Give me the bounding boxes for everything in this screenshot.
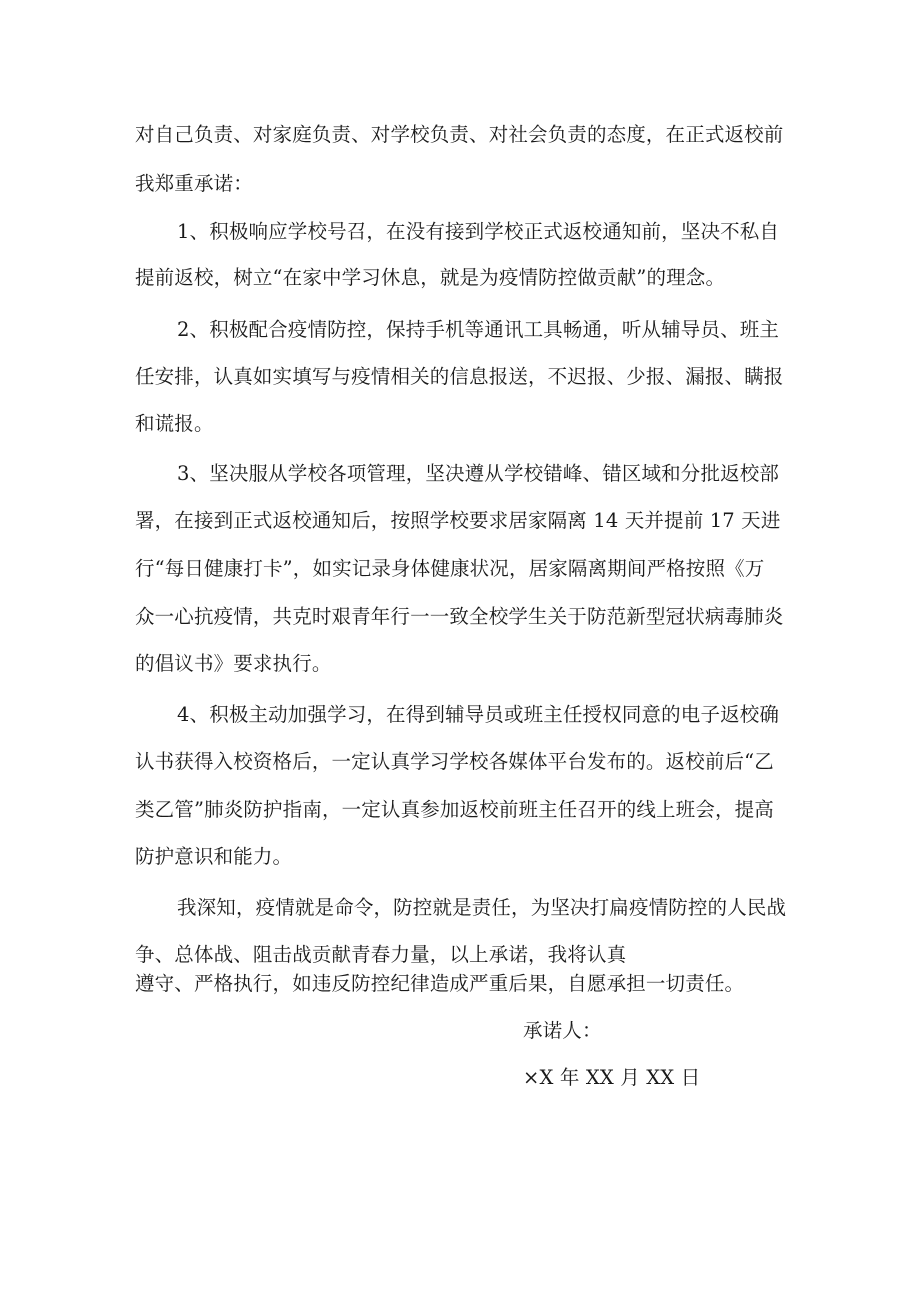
text-line: 防护意识和能力。 — [135, 845, 293, 868]
text-line: 提前返校，树立“在家中学习休息，就是为疫情防控做贡献”的理念。 — [135, 266, 726, 289]
text-line: 争、总体战、阻击战贡献青春力量，以上承诺，我将认真 — [135, 943, 627, 966]
text-line: 对自己负责、对家庭负责、对学校负责、对社会负责的态度，在正式返校前 — [135, 123, 784, 146]
text-line: 行“每日健康打卡”，如实记录身体健康状况，居家隔离期间严格按照《万 — [135, 557, 765, 580]
text-line: 任安排，认真如实填写与疫情相关的信息报送，不迟报、少报、漏报、瞒报 — [135, 365, 784, 388]
text-line: 认书获得入校资格后，一定认真学习学校各媒体平台发布的。返校前后“乙 — [135, 750, 774, 773]
text-line: 的倡议书》要求执行。 — [135, 652, 332, 675]
text-line: 和谎报。 — [135, 412, 214, 435]
text-line: 1、积极响应学校号召，在没有接到学校正式返校通知前，坚决不私自 — [177, 220, 780, 243]
signature-label: 承诺人： — [523, 1019, 602, 1042]
text-line: 3、坚决服从学校各项管理，坚决遵从学校错峰、错区域和分批返校部 — [177, 462, 780, 485]
text-line: 4、积极主动加强学习，在得到辅导员或班主任授权同意的电子返校确 — [177, 703, 780, 726]
text-line: 类乙管”肺炎防护指南，一定认真参加返校前班主任召开的线上班会，提高 — [135, 798, 774, 821]
text-line: 遵守、严格执行，如违反防控纪律造成严重后果，自愿承担一切责任。 — [135, 972, 745, 995]
text-line: 众一心抗疫情，共克时艰青年行一一致全校学生关于防范新型冠状病毒肺炎 — [135, 605, 784, 628]
signature-date: ×X 年 XX 月 XX 日 — [523, 1066, 701, 1089]
text-line: 署，在接到正式返校通知后，按照学校要求居家隔离 14 天并提前 17 天进 — [135, 509, 781, 532]
text-line: 我郑重承诺： — [135, 172, 253, 195]
text-line: 2、积极配合疫情防控，保持手机等通讯工具畅通，听从辅导员、班主 — [177, 318, 780, 341]
text-line: 我深知，疫情就是命令，防控就是责任，为坚决打扁疫情防控的人民战 — [177, 896, 787, 919]
